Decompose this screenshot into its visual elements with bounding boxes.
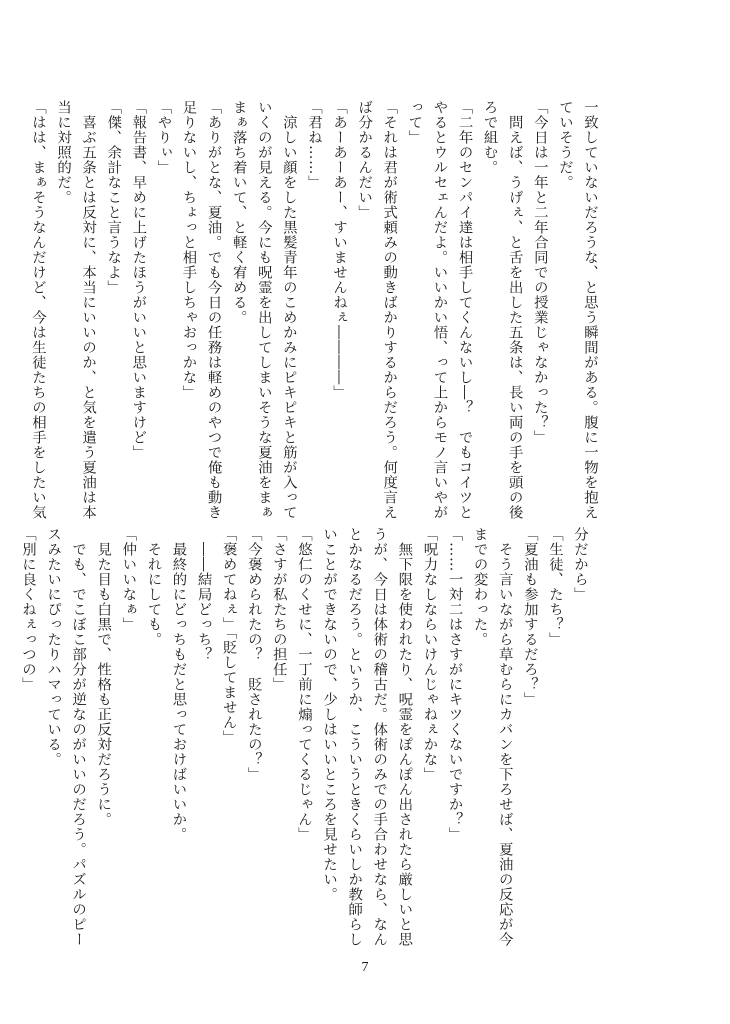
text-line: 当に対照的だ。: [55, 100, 72, 205]
text-line: 「今褒められたの？ 貶されたの？」: [245, 527, 262, 782]
text-line: 「あーあーあー、すいませんねぇ――――」: [331, 100, 348, 400]
text-line: までの変わった。: [471, 527, 488, 647]
text-line: 涼しい顔をした黒髪青年のこめかみにピキピキと筋が入って: [280, 100, 297, 520]
text-line: 「呪力なしならいけんじゃねぇかな」: [421, 527, 438, 782]
text-line: 問えば、うげぇ、と舌を出した五条は、長い両の手を頭の後: [506, 100, 523, 520]
text-line: そう言いながら草むらにカバンを下ろせば、夏油の反応が今: [496, 527, 513, 947]
text-line: って」: [406, 100, 423, 145]
text-line: 「夏油も参加するだろ？」: [521, 527, 538, 707]
text-line: 「それは君が術式頼みの動きばかりするからだろう。何度言え: [381, 100, 398, 520]
text-line: 「ありがとな、夏油。でも今日の任務は軽めのやつで俺も動き: [205, 100, 222, 520]
text-line: 見た目も白黒で、性格も正反対だろうに。: [95, 527, 112, 827]
text-line: 「報告書、早めに上げたほうがいいと思いますけど」: [130, 100, 147, 460]
text-line: 「悠仁のくせに、一丁前に煽ってくるじゃん」: [295, 527, 312, 842]
text-line: 「二年のセンパイ達は相手してくんないし―？ でもコイツと: [456, 100, 473, 520]
text-line: ろで組む。: [481, 100, 498, 175]
text-line: やるとウルセェんだよ。いいかい悟、って上からモノ言いやが: [431, 100, 448, 520]
text-line: 「やりぃ」: [155, 100, 172, 175]
text-line: 一致していないだろうな、と思う瞬間がある。腹に一物を抱え: [582, 100, 598, 520]
text-line: いくのが見える。今にも呪霊を出してしまいそうな夏油をまぁ: [255, 100, 272, 520]
text-line: でも、でこぼこ部分が逆なのがいいのだろう。パズルのピー: [70, 527, 87, 947]
text-line: 最終的にどっちもだと思っておけばいいか。: [170, 527, 187, 842]
text-line: いことができないので、少しはいいところを見せたい。: [321, 527, 338, 902]
text-line: うが、今日は体術の稽古だ。体術のみでの手合わせなら、なん: [371, 527, 388, 947]
text-line: ――結局どっち？: [195, 527, 212, 662]
page-number: 7: [361, 960, 369, 975]
text-line: とかなるだろう。というか、こういうときくらいしか教師らし: [346, 527, 363, 947]
text-line: ていそうだ。: [556, 100, 573, 190]
text-line: 「仲いいなぁ」: [120, 527, 137, 632]
bottom-text-block: [15, 527, 592, 947]
top-text-block: [25, 100, 602, 520]
text-line: 分だから」: [572, 527, 588, 602]
text-line: 「生徒、たち？」: [546, 527, 563, 647]
text-line: 「褒めてねぇ」「貶してません」: [220, 527, 237, 745]
text-line: 「今日は一年と二年合同での授業じゃなかった？」: [531, 100, 548, 445]
text-line: 足りないし、ちょっと相手しちゃおっかな」: [180, 100, 197, 400]
text-line: 「君ね……」: [305, 100, 322, 190]
text-line: 「……一対二はさすがにキツくないですか？」: [446, 527, 463, 842]
text-line: それにしても。: [145, 527, 162, 647]
text-line: 「さすが私たちの担任」: [270, 527, 287, 692]
text-line: 「はは、まぁそうなんだけど、今は生徒たちの相手をしたい気: [29, 100, 46, 520]
text-line: 「別に良くねぇっつの」: [19, 527, 36, 692]
text-line: 無下限を使われたり、呪霊をぽんぽん出されたら厳しいと思: [396, 527, 413, 947]
text-line: ば分かるんだい」: [356, 100, 373, 220]
text-line: スみたいにぴったりハマっている。: [45, 527, 62, 767]
text-line: まぁ落ち着いて、と軽く宥める。: [230, 100, 247, 325]
text-line: 喜ぶ五条とは反対に、本当にいいのか、と気を遣う夏油は本: [80, 100, 97, 520]
text-line: 「傑、余計なこと言うなよ」: [105, 100, 122, 295]
